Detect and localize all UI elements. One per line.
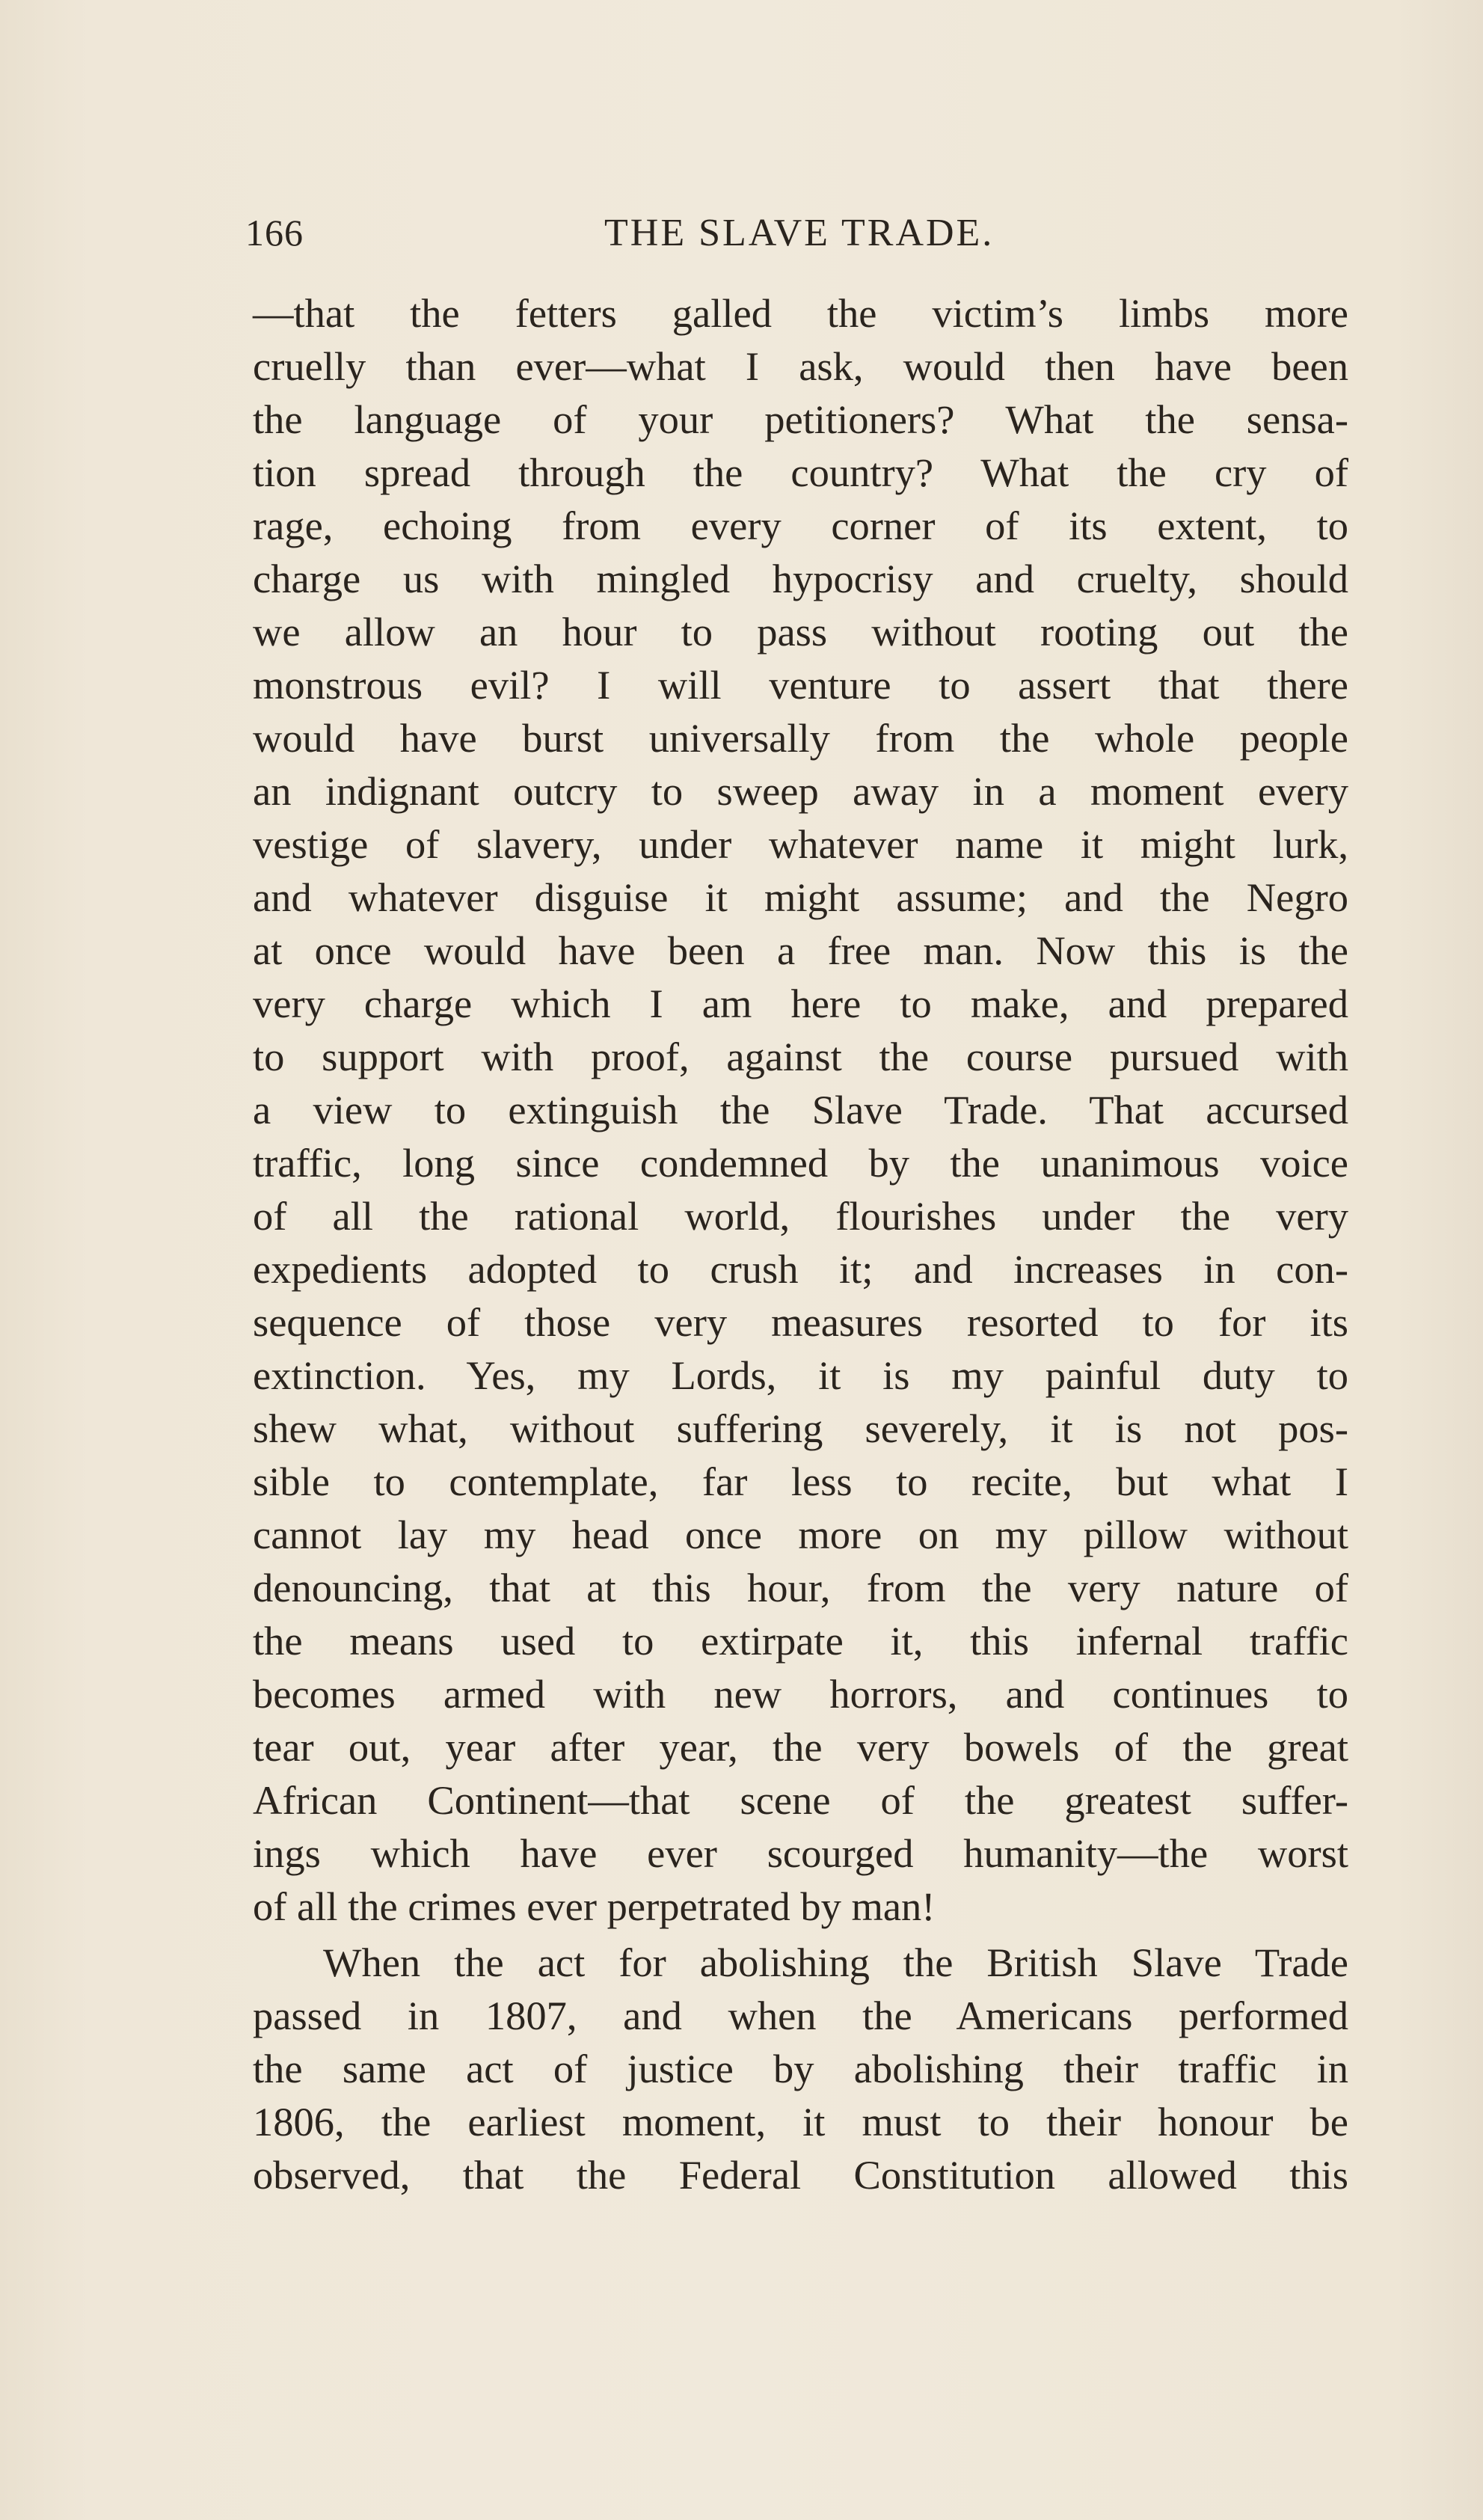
text-line: would have burst universally from the whole people: [253, 715, 1348, 761]
text-line: and whatever disguise it might assume; and the Negro: [253, 874, 1348, 920]
text-line: African Continent—that scene of the greatest suffer-: [253, 1777, 1348, 1823]
text-line: an indignant outcry to sweep away in a moment every: [253, 768, 1348, 814]
text-line: When the act for abolishing the British Slave Trade: [323, 1940, 1348, 1985]
text-line: 1806, the earliest moment, it must to their honour be: [253, 2099, 1348, 2145]
text-line: ings which have ever scourged humanity—the worst: [253, 1830, 1348, 1876]
text-line: the means used to extirpate it, this infernal traffic: [253, 1618, 1348, 1664]
page-header: [245, 211, 1352, 263]
text-line: a view to extinguish the Slave Trade. That accursed: [253, 1087, 1348, 1132]
text-line: of all the rational world, flourishes under the very: [253, 1193, 1348, 1239]
page-number: 166: [245, 212, 304, 254]
text-line: vestige of slavery, under whatever name it might lurk,: [253, 821, 1348, 867]
text-line: observed, that the Federal Constitution allowed this: [253, 2152, 1348, 2198]
text-line: shew what, without suffering severely, it is not pos-: [253, 1405, 1348, 1451]
text-line: extinction. Yes, my Lords, it is my painful duty to: [253, 1352, 1348, 1398]
text-line: expedients adopted to crush it; and increases in con-: [253, 1246, 1348, 1292]
text-line: cruelly than ever—what I ask, would then have been: [253, 343, 1348, 389]
text-line: of all the crimes ever perpetrated by man!: [253, 1883, 936, 1929]
text-line: becomes armed with new horrors, and continues to: [253, 1671, 1348, 1717]
text-line: sequence of those very measures resorted to for its: [253, 1299, 1348, 1345]
text-line: —that the fetters galled the victim’s limbs more: [253, 290, 1348, 336]
text-line: tion spread through the country? What the cry of: [253, 450, 1348, 495]
text-line: passed in 1807, and when the Americans performed: [253, 1993, 1348, 2038]
text-line: traffic, long since condemned by the unanimous voice: [253, 1140, 1348, 1186]
text-line: tear out, year after year, the very bowels of the great: [253, 1724, 1348, 1770]
text-line: the language of your petitioners? What the sensa-: [253, 396, 1348, 442]
text-line: to support with proof, against the course pursued with: [253, 1034, 1348, 1079]
text-line: the same act of justice by abolishing their traffic in: [253, 2046, 1348, 2091]
text-line: denouncing, that at this hour, from the very nature of: [253, 1565, 1348, 1610]
text-line: very charge which I am here to make, and prepared: [253, 981, 1348, 1026]
text-line: sible to contemplate, far less to recite, but what I: [253, 1459, 1348, 1504]
text-line: at once would have been a free man. Now this is the: [253, 928, 1348, 973]
text-line: cannot lay my head once more on my pillow without: [253, 1512, 1348, 1557]
running-title: THE SLAVE TRADE.: [604, 212, 995, 254]
text-line: charge us with mingled hypocrisy and cruelty, should: [253, 556, 1348, 601]
text-line: rage, echoing from every corner of its extent, to: [253, 503, 1348, 548]
text-line: we allow an hour to pass without rooting out the: [253, 609, 1348, 654]
text-line: monstrous evil? I will venture to assert that there: [253, 662, 1348, 708]
